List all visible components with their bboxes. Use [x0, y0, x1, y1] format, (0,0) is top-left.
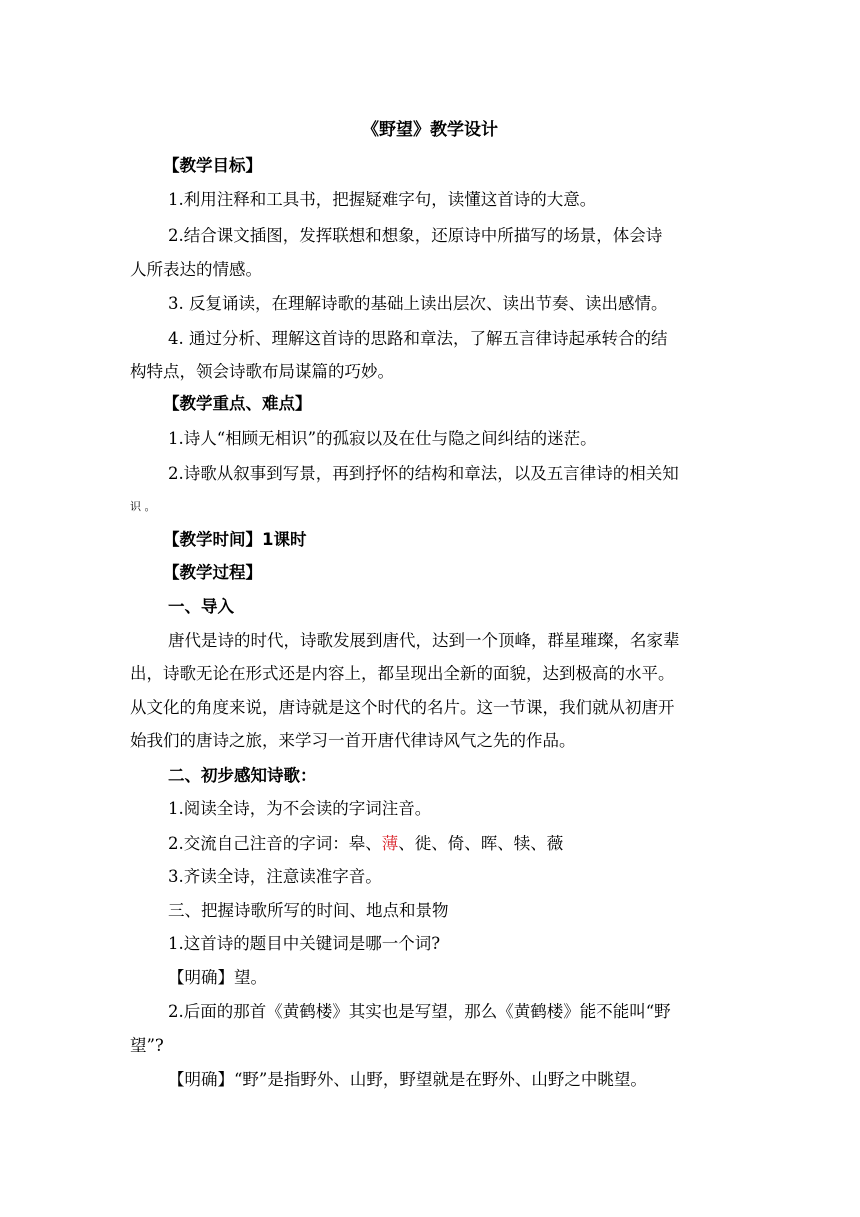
- highlighted-char: 薄: [381, 834, 399, 853]
- step-text: 2.交流自己注音的字词：皋、: [168, 834, 382, 853]
- section-heading-keypoints: 【教学重点、难点】: [163, 394, 312, 413]
- subheading-perceive: 二、初步感知诗歌：: [168, 766, 317, 785]
- section-heading-goals: 【教学目标】: [163, 156, 262, 175]
- step-line: 【明确】“野”是指野外、山野，野望就是在野外、山野之中眺望。: [168, 1070, 647, 1089]
- subheading-intro: 一、导入: [168, 597, 234, 616]
- keypoint-line: 1.诗人“相顾无相识”的孤寂以及在仕与隐之间纠结的迷茫。: [168, 429, 597, 448]
- paragraph-line: 唐代是诗的时代，诗歌发展到唐代，达到一个顶峰，群星璀璨，名家辈: [168, 631, 680, 650]
- step-text: 、徙、倚、晖、犊、薇: [398, 834, 564, 853]
- goal-line: 1.利用注释和工具书，把握疑难字句，读懂这首诗的大意。: [168, 190, 597, 209]
- goal-line: 2.结合课文插图，发挥联想和想象，还原诗中所描写的场景，体会诗: [168, 226, 663, 245]
- step-line: 1.阅读全诗，为不会读的字词注音。: [168, 799, 432, 818]
- paragraph-line: 始我们的唐诗之旅，来学习一首开唐代律诗风气之先的作品。: [130, 731, 576, 750]
- goal-line: 3. 反复诵读，在理解诗歌的基础上读出层次、读出节奏、读出感情。: [168, 294, 668, 313]
- goal-line: 人所表达的情感。: [130, 260, 262, 279]
- section-heading-time: 【教学时间】1课时: [163, 530, 307, 549]
- page-title: 《野望》教学设计: [362, 120, 498, 140]
- keypoint-line: 2.诗歌从叙事到写景，再到抒怀的结构和章法，以及五言律诗的相关知: [168, 464, 679, 483]
- paragraph-line: 从文化的角度来说，唐诗就是这个时代的名片。这一节课，我们就从初唐开: [130, 698, 675, 717]
- step-line: 3.齐读全诗，注意读准字音。: [168, 867, 382, 886]
- subheading-grasp: 三、把握诗歌所写的时间、地点和景物: [168, 901, 449, 920]
- paragraph-line: 出，诗歌无论在形式还是内容上，都呈现出全新的面貌，达到极高的水平。: [130, 664, 675, 683]
- goal-line: 构特点，领会诗歌布局谋篇的巧妙。: [130, 362, 394, 381]
- step-line: 【明确】望。: [168, 968, 267, 987]
- section-heading-process: 【教学过程】: [163, 563, 262, 582]
- step-line: 2.后面的那首《黄鹤楼》其实也是写望，那么《黄鹤楼》能不能叫“野: [168, 1002, 671, 1021]
- step-line: 1.这首诗的题目中关键词是哪一个词?: [168, 934, 441, 953]
- step-line: 望”?: [130, 1036, 164, 1055]
- goal-line: 4. 通过分析、理解这首诗的思路和章法，了解五言律诗起承转合的结: [168, 329, 668, 348]
- keypoint-line: 识 。: [130, 500, 156, 513]
- step-line: [168, 832, 563, 856]
